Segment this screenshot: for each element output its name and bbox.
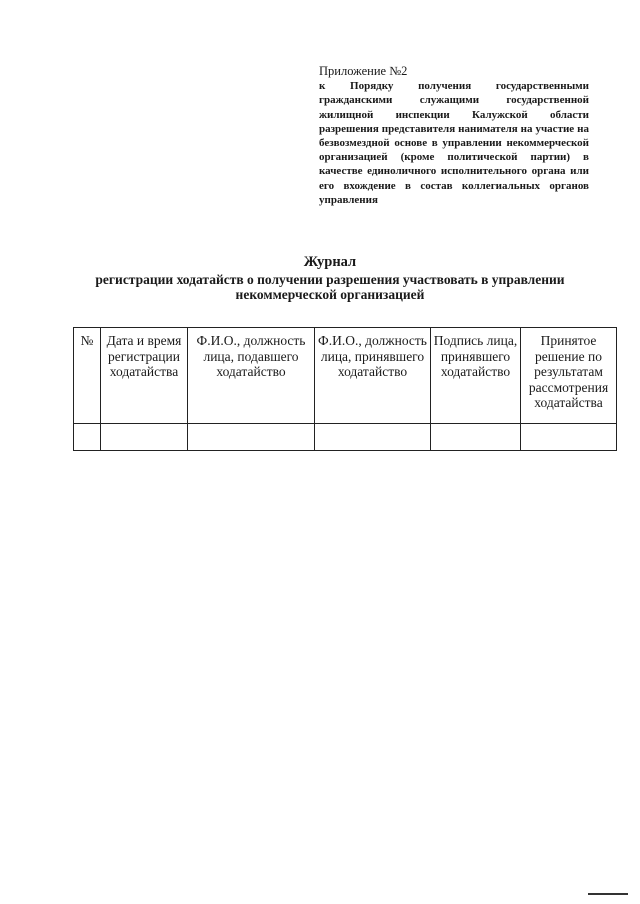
table-cell bbox=[315, 424, 431, 451]
column-header-signature: Подпись лица, принявшего ходатайство bbox=[431, 328, 521, 424]
journal-subtitle-line1: регистрации ходатайств о получении разрешения участвовать в управлении bbox=[95, 271, 565, 287]
column-header-applicant: Ф.И.О., должность лица, подавшего ходатайство bbox=[188, 328, 315, 424]
table-cell bbox=[521, 424, 617, 451]
table-cell bbox=[431, 424, 521, 451]
appendix-title: Приложение №2 bbox=[319, 64, 408, 78]
journal-title: Журнал bbox=[303, 254, 357, 270]
journal-title-block bbox=[60, 255, 600, 303]
column-header-number: № bbox=[74, 328, 101, 424]
page-edge-mark bbox=[588, 893, 628, 895]
appendix-body: к Порядку получения государственными гражданскими служащими государственной жилищной инспекции Калужской области разрешения представителя нанимателя на участие на безвозмездной основе в управлении некоммерческой организацией (кроме политической партии) в качестве единоличного исполнительного органа или его вхождение в состав коллегиальных органов управления bbox=[319, 80, 589, 206]
table-cell bbox=[74, 424, 101, 451]
appendix-block bbox=[319, 64, 589, 207]
table-row bbox=[74, 424, 617, 451]
column-header-receiver: Ф.И.О., должность лица, принявшего ходатайство bbox=[315, 328, 431, 424]
journal-table bbox=[73, 327, 617, 451]
table-header-row bbox=[74, 328, 617, 424]
column-header-decision: Принятое решение по результатам рассмотрения ходатайства bbox=[521, 328, 617, 424]
table-cell bbox=[101, 424, 188, 451]
table-cell bbox=[188, 424, 315, 451]
column-header-date: Дата и время регистрации ходатайства bbox=[101, 328, 188, 424]
journal-subtitle-line2: некоммерческой организацией bbox=[235, 287, 425, 302]
